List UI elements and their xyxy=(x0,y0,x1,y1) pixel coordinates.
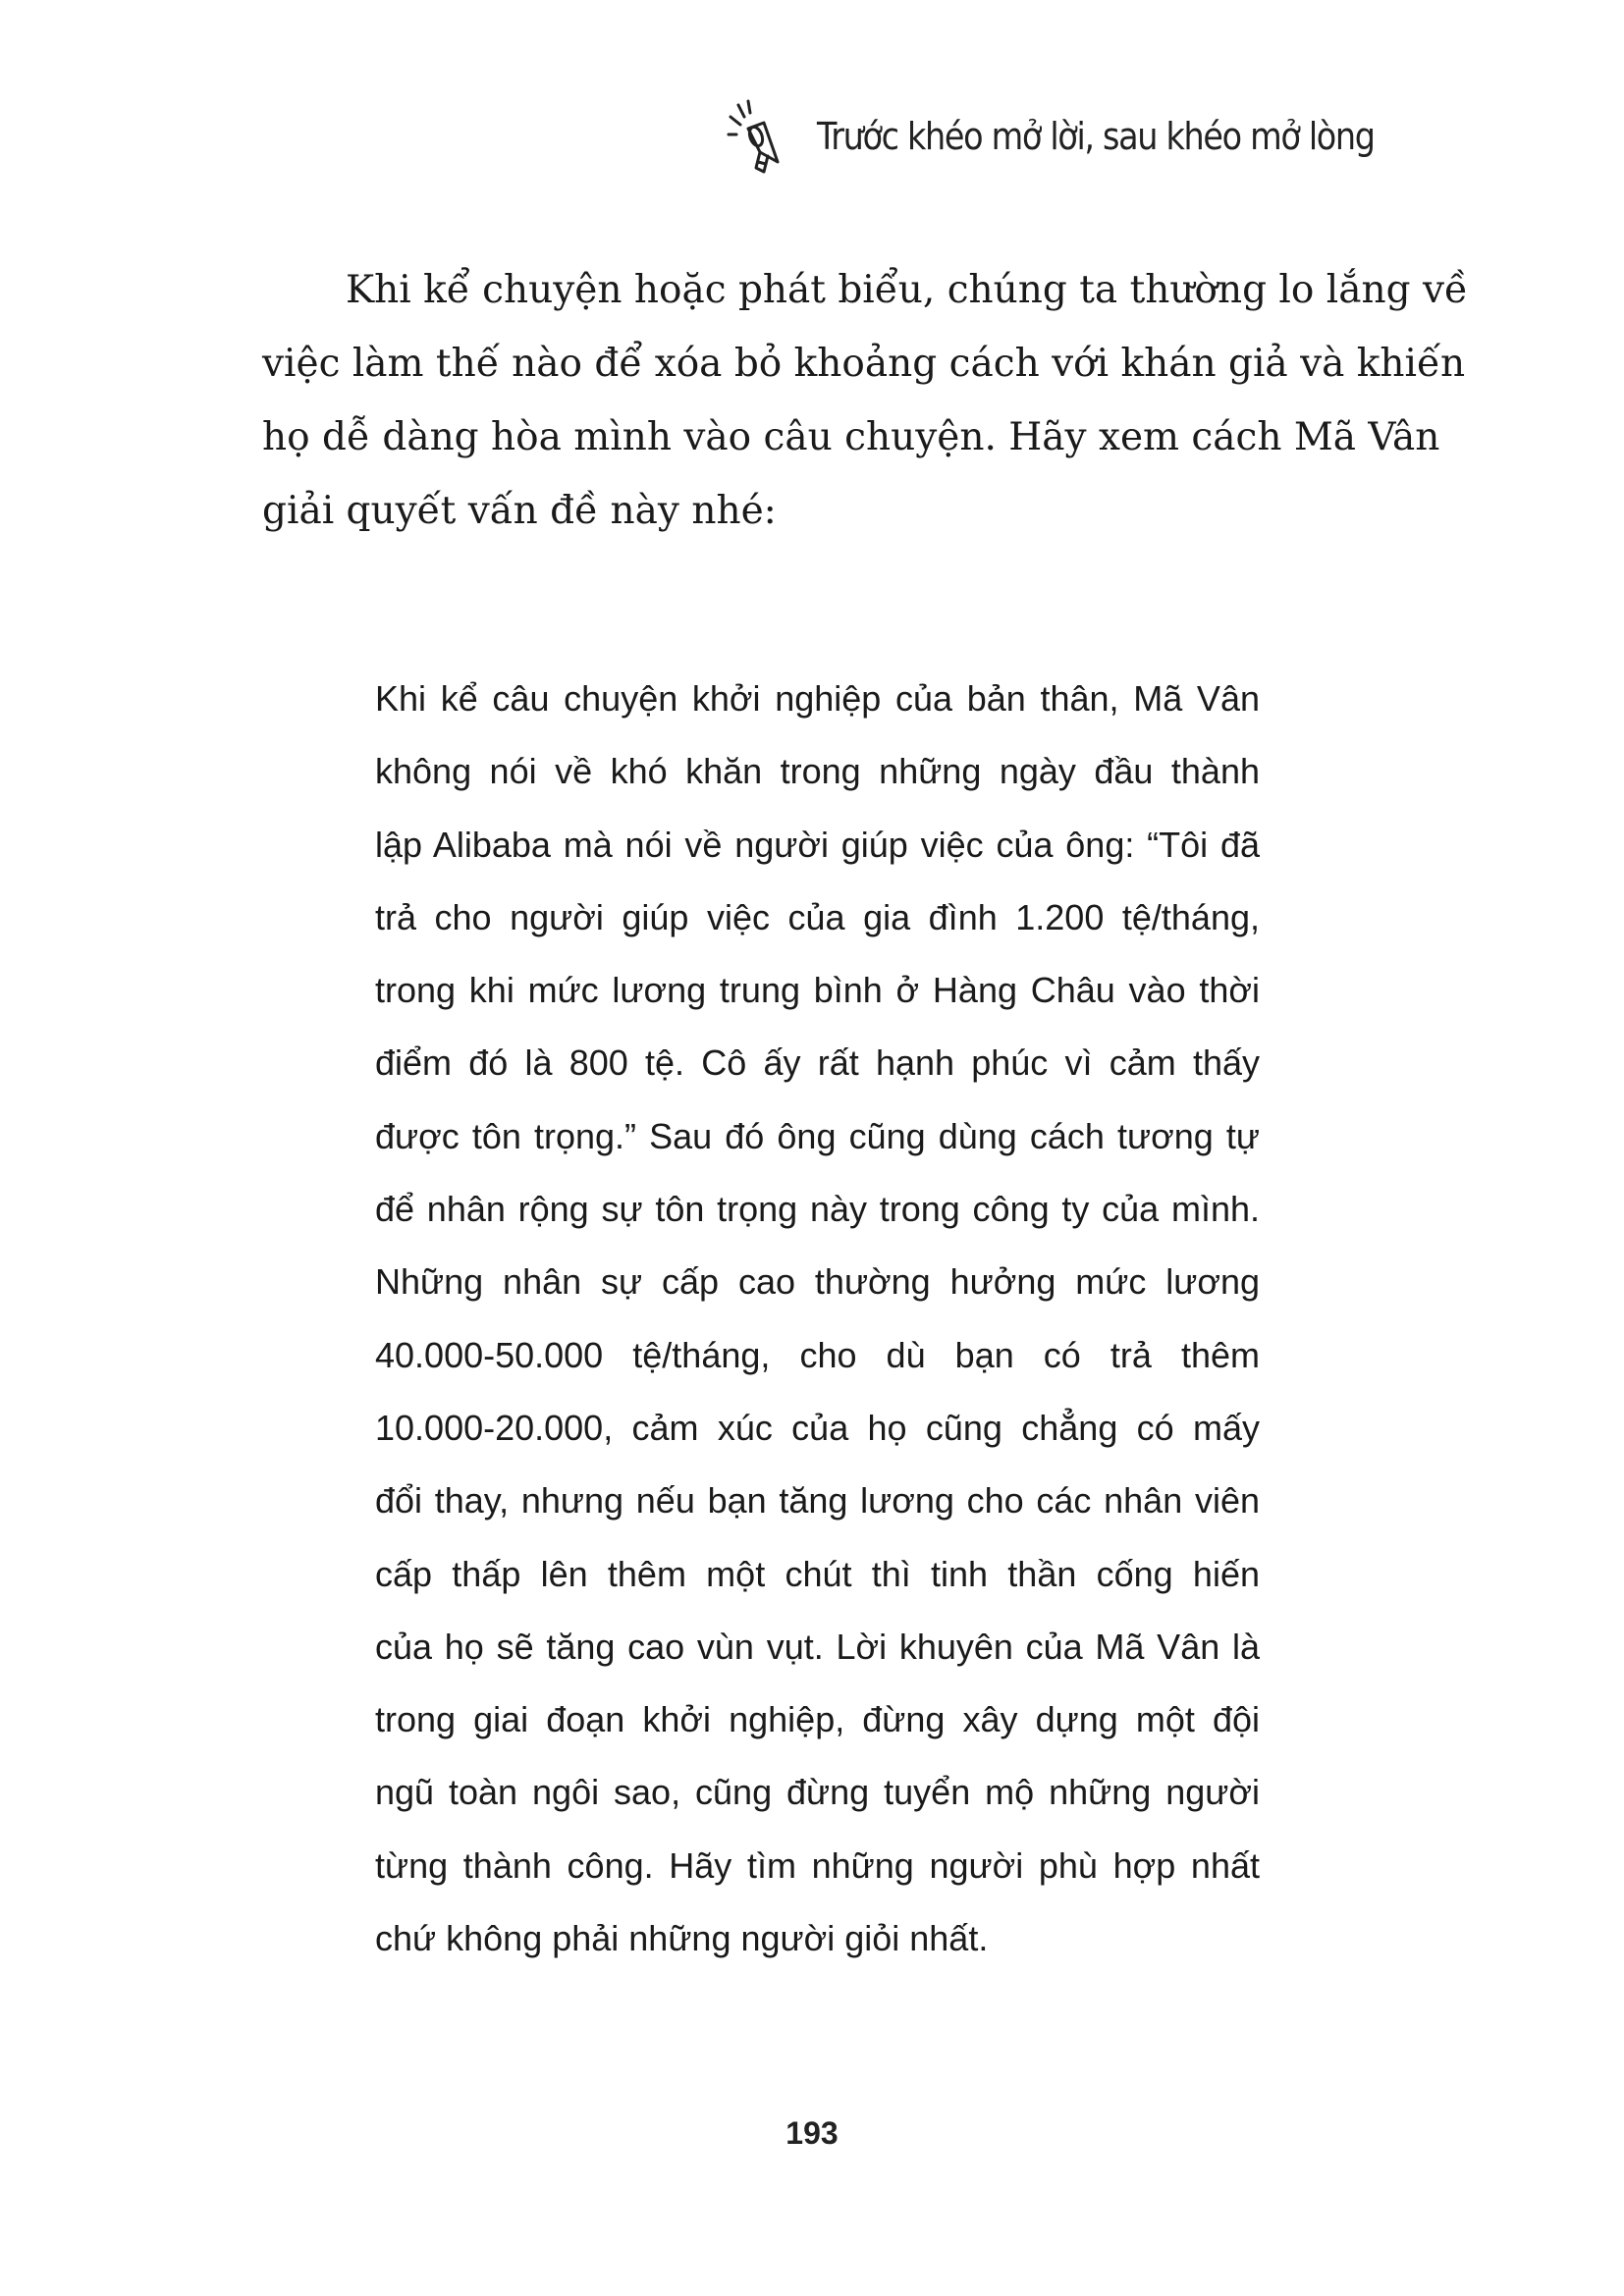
quote-line: điểm đó là 800 tệ. Cô ấy rất hạnh phúc vì cảm thấy xyxy=(375,1042,1260,1084)
quote-line: ngũ toàn ngôi sao, cũng đừng tuyển mộ những người xyxy=(375,1772,1260,1813)
quote-line: trả cho người giúp việc của gia đình 1.200 tệ/tháng, xyxy=(375,896,1260,937)
running-header-title: Trước khéo mở lời, sau khéo mở lòng xyxy=(817,115,1375,158)
quote-line: Khi kể câu chuyện khởi nghiệp của bản thân, Mã Vân xyxy=(375,678,1260,719)
quote-line: chứ không phải những người giỏi nhất. xyxy=(375,1918,989,1959)
quote-line: để nhân rộng sự tôn trọng này trong công ty của mình. xyxy=(375,1189,1260,1230)
quote-line: 40.000-50.000 tệ/tháng, cho dù bạn có trả thêm xyxy=(375,1334,1260,1375)
quote-block xyxy=(375,663,1260,1975)
quote-line: được tôn trọng.” Sau đó ông cũng dùng cách tương tự xyxy=(375,1115,1260,1156)
text-line: Khi kể chuyện hoặc phát biểu, chúng ta thường lo lắng về xyxy=(346,268,1469,312)
megaphone-icon xyxy=(717,93,805,191)
page-number: 193 xyxy=(785,2115,839,2151)
quote-line: lập Alibaba mà nói về người giúp việc của ông: “Tôi đã xyxy=(375,824,1260,865)
quote-line: không nói về khó khăn trong những ngày đầu thành xyxy=(375,751,1260,792)
quote-line: trong giai đoạn khởi nghiệp, đừng xây dựng một đội xyxy=(375,1699,1260,1740)
text-line: giải quyết vấn đề này nhé: xyxy=(262,489,777,533)
quote-line: trong khi mức lương trung bình ở Hàng Châu vào thời xyxy=(375,970,1260,1011)
quote-line: cấp thấp lên thêm một chút thì tinh thần cống hiến xyxy=(375,1553,1260,1594)
quote-line: đổi thay, nhưng nếu bạn tăng lương cho các nhân viên xyxy=(375,1480,1260,1522)
running-header xyxy=(717,93,1384,191)
text-line: họ dễ dàng hòa mình vào câu chuyện. Hãy xem cách Mã Vân xyxy=(262,415,1440,459)
quote-line: 10.000-20.000, cảm xúc của họ cũng chẳng có mấy xyxy=(375,1407,1260,1448)
quote-line: của họ sẽ tăng cao vùn vụt. Lời khuyên của Mã Vân là xyxy=(375,1626,1260,1667)
quote-line: Những nhân sự cấp cao thường hưởng mức lương xyxy=(375,1261,1260,1303)
text-line: việc làm thế nào để xóa bỏ khoảng cách với khán giả và khiến xyxy=(262,342,1466,386)
quote-line: từng thành công. Hãy tìm những người phù hợp nhất xyxy=(375,1844,1260,1886)
intro-paragraph xyxy=(262,253,1469,548)
